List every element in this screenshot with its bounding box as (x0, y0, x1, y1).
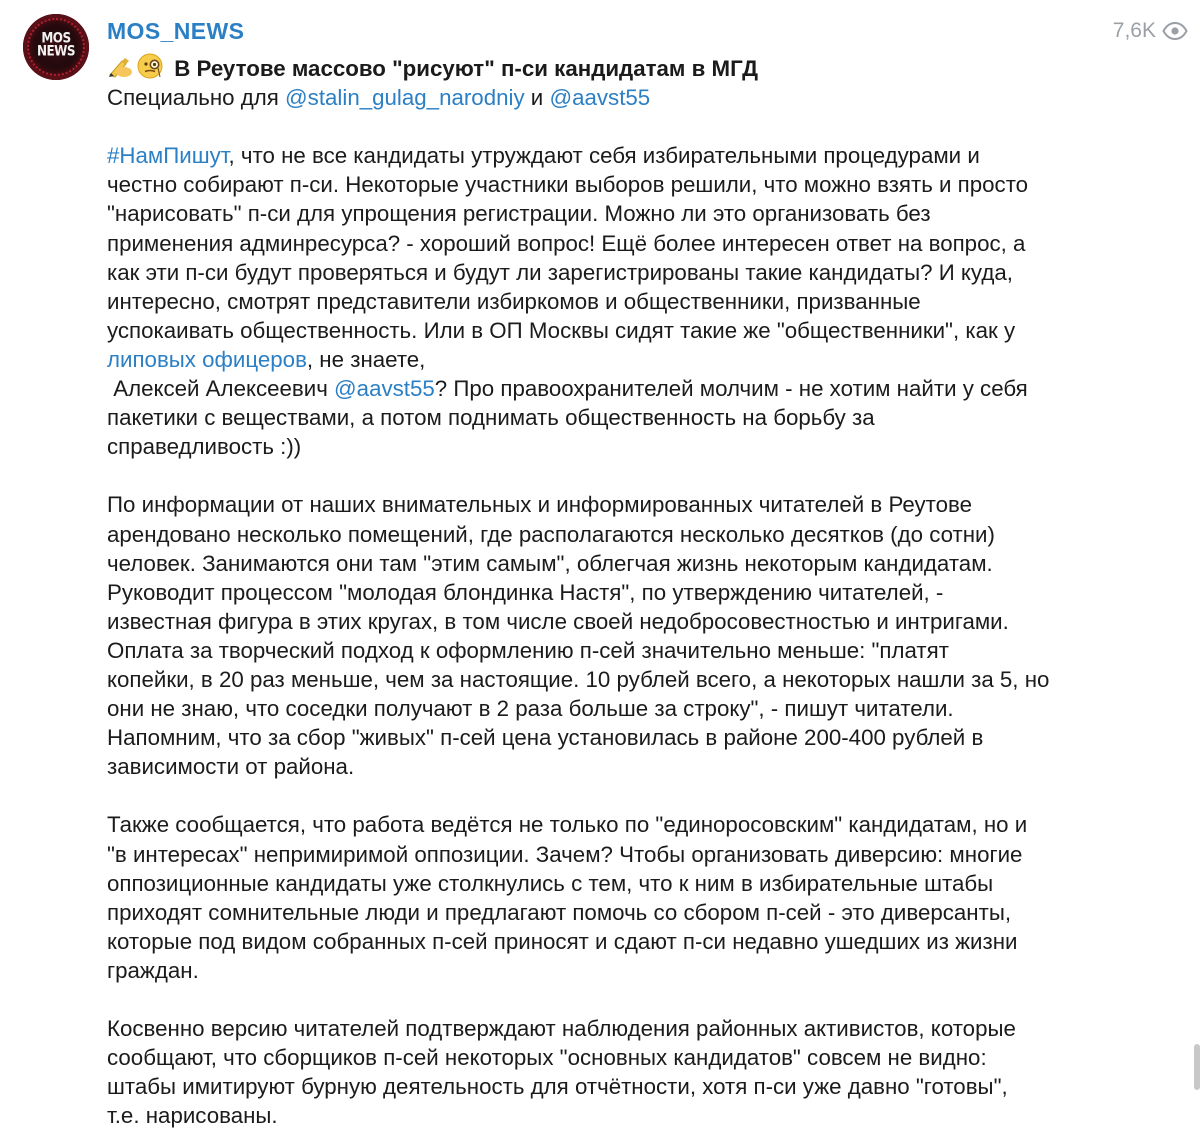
paragraph-4: Косвенно версию читателей подтверждают наблюдения районных активистов, которые сообщают, что сборщиков п-сей некоторых "основных кандидатов" совсем не видно: штабы имитируют бурную деятельность для отчётности, хотя п-си уже давно "готовы", т.е. нарисованы. (107, 1016, 1016, 1129)
scrollbar-thumb[interactable] (1194, 1044, 1200, 1090)
writing-hand-icon (107, 55, 134, 79)
mention-aavst55[interactable]: @aavst55 (549, 85, 651, 111)
channel-name[interactable]: MOS_NEWS (107, 18, 245, 44)
post-body (107, 53, 1187, 1130)
mention-aavst55-inline[interactable]: @aavst55 (334, 376, 435, 402)
face-with-monocle-icon (137, 53, 165, 79)
mention-stalin-gulag-narodniy[interactable]: @stalin_gulag_narodniy (285, 85, 525, 111)
post-title-text: В Реутове массово "рисуют" п-си кандидатам в МГД (174, 56, 759, 81)
dedication-line: Специально для @stalin_gulag_narodniy и @aavst55 (107, 85, 651, 111)
hashtag-nampishut[interactable]: #НамПишут (107, 143, 229, 169)
paragraph-2: По информации от наших внимательных и информированных читателей в Реутове арендовано несколько помещений, где располагаются несколько десятков (до сотни) человек. Занимаются они там "этим самым", облегчая жизнь некоторым кандидатам. Руководит процессом "молодая блондинка Настя", по утверждению читателей, - известная фигура в этих кругах, в том числе своей недобросовестностью и интригами. Оплата за творческий подход к оформлению п-сей значительно меньше: "платят копейки, в 20 раз меньше, чем за настоящие. 10 рублей всего, а некоторых нашли за 5, но они не знаю, что соседки получают в 2 раза больше за строку", - пишут читатели. Напомним, что за сбор "живых" п-сей цена установилась в районе 200-400 рублей в зависимости от района. (107, 492, 1050, 780)
paragraph-1: #НамПишут, что не все кандидаты утруждают себя избирательными процедурами и честно собирают п-си. Некоторые участники выборов решили, что можно взять и просто "нарисовать" п-си для упрощения регистрации. Можно ли это организовать без применения админресурса? - хороший вопрос! Ещё более интересен ответ на вопрос, а как эти п-си будут проверяться и будут ли зарегистрированы такие кандидаты? И куда, интересно, смотрят представители избиркомов и общественники, призванные успокаивать общественность. Или в ОП Москвы сидят такие же "общественники", как у липовых офицеров, не знаете, Алексей Алексеевич @aavst55? Про правоохранителей молчим - не хотим найти у себя пакетики с веществами, а потом поднимать общественность на борьбу за справедливость :)) (107, 143, 1029, 460)
channel-avatar[interactable] (23, 14, 89, 80)
paragraph-3: Также сообщается, что работа ведётся не только по "единоросовским" кандидатам, но и "в интересах" непримиримой оппозиции. Зачем? Чтобы организовать диверсию: многие оппозиционные кандидаты уже столкнулись с тем, что к ним в избирательные штабы приходят сомнительные люди и предлагают помочь со сбором п-сей - это диверсанты, которые под видом собранных п-сей приносят и сдают п-си недавно ушедших из жизни граждан. (107, 812, 1028, 983)
eye-icon (1162, 22, 1188, 40)
link-lipovyh-ofitserov[interactable]: липовых офицеров (107, 346, 307, 372)
views-counter (1113, 18, 1188, 44)
post-title (107, 53, 1187, 83)
mos-news-logo: MOS NEWS (36, 30, 76, 59)
views-count: 7,6K (1112, 19, 1156, 42)
